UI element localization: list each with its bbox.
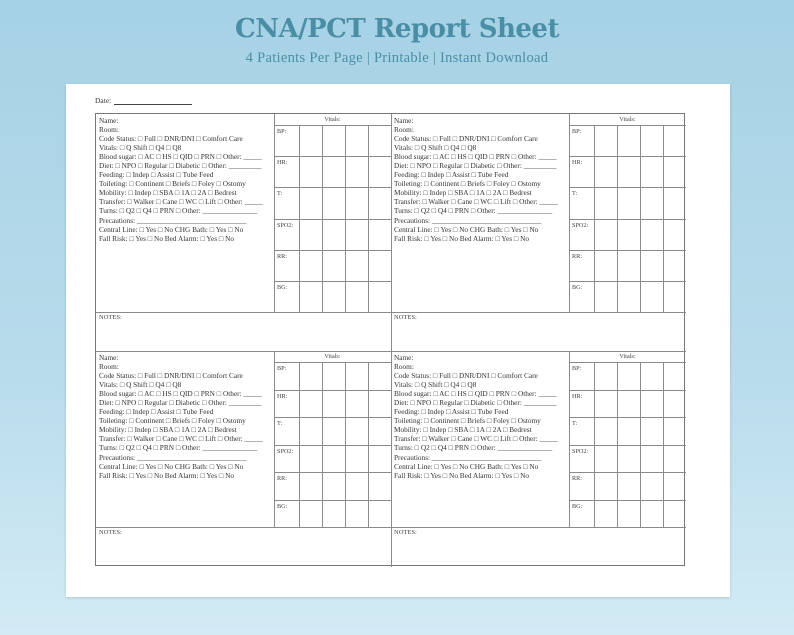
vitals-column-line [594, 362, 595, 527]
form-line[interactable]: Code Status: □ Full □ DNR/DNI □ Comfort Care [394, 134, 538, 144]
vitals-entry-cell[interactable] [594, 445, 617, 473]
vitals-entry-cell[interactable] [345, 417, 368, 445]
vitals-entry-cell[interactable] [617, 156, 640, 187]
vitals-header: Vitals: [619, 353, 636, 360]
form-line[interactable]: Toileting: □ Continent □ Briefs □ Foley □ Ostomy [394, 179, 541, 189]
vitals-row-label: RR: [277, 252, 287, 260]
vitals-row-label: HR: [277, 159, 288, 167]
notes-field[interactable] [391, 537, 686, 566]
vitals-column-line [663, 362, 664, 527]
form-line[interactable]: Fall Risk: □ Yes □ No Bed Alarm: □ Yes □ No [394, 233, 530, 243]
vitals-entry-cell[interactable] [322, 390, 345, 418]
vitals-column-line [617, 125, 618, 312]
vitals-row-label: BP: [277, 128, 287, 135]
vitals-entry-cell[interactable] [663, 417, 686, 445]
vitals-row-label: RR: [277, 475, 287, 482]
form-line[interactable]: Turns: □ Q2 □ Q4 □ PRN □ Other: _______________ [394, 443, 553, 453]
vitals-entry-cell[interactable] [640, 390, 663, 418]
vitals-column-line [617, 362, 618, 527]
vitals-entry-cell[interactable] [663, 250, 686, 281]
vitals-entry-cell[interactable] [299, 500, 322, 528]
form-line[interactable]: Feeding: □ Indep □ Assist □ Tube Feed [99, 407, 214, 417]
vitals-entry-cell[interactable] [594, 390, 617, 418]
vitals-row-label: HR: [572, 392, 583, 400]
vitals-row-label: BP: [572, 128, 582, 135]
vitals-entry-cell[interactable] [322, 445, 345, 473]
vitals-entry-cell[interactable] [322, 156, 345, 187]
form-line[interactable]: Room: [99, 362, 119, 372]
vitals-row-label: SPO2: [277, 221, 294, 229]
vitals-entry-cell[interactable] [368, 156, 391, 187]
vitals-entry-cell[interactable] [299, 472, 322, 500]
vitals-entry-cell[interactable] [368, 390, 391, 418]
form-line[interactable]: Room: [394, 362, 414, 372]
vitals-entry-cell[interactable] [617, 281, 640, 312]
vitals-entry-cell[interactable] [345, 250, 368, 281]
vitals-entry-cell[interactable] [322, 281, 345, 312]
form-line[interactable]: Mobility: □ Indep □ SBA □ 1A □ 2A □ Bedrest [99, 425, 237, 435]
vitals-row-label: BP: [572, 365, 582, 372]
vitals-entry-cell[interactable] [322, 187, 345, 218]
form-line[interactable]: Precautions: ______________________________ [394, 215, 542, 225]
form-line[interactable]: Diet: □ NPO □ Regular □ Diabetic □ Other: _________ [99, 161, 262, 171]
form-line[interactable]: Central Line: □ Yes □ No CHG Bath: □ Yes □ No [99, 461, 244, 471]
vitals-entry-cell[interactable] [640, 472, 663, 500]
vitals-entry-cell[interactable] [322, 417, 345, 445]
page-title: CNA/PCT Report Sheet [235, 14, 559, 44]
form-line[interactable]: Feeding: □ Indep □ Assist □ Tube Feed [394, 407, 509, 417]
form-line[interactable]: Transfer: □ Walker □ Cane □ WC □ Lift □ Other: _____ [99, 434, 263, 444]
form-line[interactable]: Diet: □ NPO □ Regular □ Diabetic □ Other: _________ [99, 398, 262, 408]
vitals-entry-cell[interactable] [640, 125, 663, 156]
vitals-column-line [299, 125, 300, 312]
vitals-entry-cell[interactable] [368, 281, 391, 312]
vitals-entry-cell[interactable] [640, 250, 663, 281]
vitals-column-line [322, 125, 323, 312]
vitals-entry-cell[interactable] [594, 250, 617, 281]
vitals-entry-cell[interactable] [345, 156, 368, 187]
notes-field[interactable] [96, 322, 391, 351]
vitals-entry-cell[interactable] [640, 500, 663, 528]
vitals-entry-cell[interactable] [663, 390, 686, 418]
vitals-entry-cell[interactable] [663, 362, 686, 390]
vitals-row-label: BG: [572, 283, 583, 291]
patient-card-3 [96, 351, 391, 566]
vitals-entry-cell[interactable] [663, 445, 686, 473]
vitals-column-line [663, 125, 664, 312]
notes-divider [391, 527, 686, 528]
notes-divider [96, 527, 391, 528]
vitals-entry-cell[interactable] [345, 472, 368, 500]
vitals-entry-cell[interactable] [345, 125, 368, 156]
vitals-entry-cell[interactable] [617, 445, 640, 473]
vitals-entry-cell[interactable] [368, 445, 391, 473]
form-line[interactable]: Vitals: □ Q Shift □ Q4 □ Q8 [394, 143, 477, 153]
form-line[interactable]: Code Status: □ Full □ DNR/DNI □ Comfort Care [394, 371, 538, 381]
form-line[interactable]: Diet: □ NPO □ Regular □ Diabetic □ Other: _________ [394, 398, 557, 408]
notes-divider [96, 312, 391, 313]
notes-label: NOTES: [394, 314, 417, 321]
form-line[interactable]: Blood sugar: □ AC □ HS □ QID □ PRN □ Other: _____ [394, 389, 557, 399]
vitals-entry-cell[interactable] [640, 362, 663, 390]
vitals-row-label: HR: [572, 159, 583, 167]
vitals-entry-cell[interactable] [594, 187, 617, 218]
vitals-border [274, 351, 275, 527]
form-line[interactable]: Fall Risk: □ Yes □ No Bed Alarm: □ Yes □ No [394, 470, 530, 480]
vitals-entry-cell[interactable] [368, 125, 391, 156]
vitals-entry-cell[interactable] [345, 281, 368, 312]
vitals-entry-cell[interactable] [663, 472, 686, 500]
vitals-entry-cell[interactable] [345, 445, 368, 473]
vitals-entry-cell[interactable] [322, 219, 345, 250]
vitals-row-label: SPO2: [572, 221, 589, 229]
form-line[interactable]: Fall Risk: □ Yes □ No Bed Alarm: □ Yes □ No [99, 470, 235, 480]
vitals-entry-cell[interactable] [345, 219, 368, 250]
vitals-column-line [640, 362, 641, 527]
patient-card-4 [391, 351, 686, 566]
vitals-entry-cell[interactable] [617, 472, 640, 500]
form-line[interactable]: Central Line: □ Yes □ No CHG Bath: □ Yes □ No [394, 224, 539, 234]
vitals-header: Vitals: [324, 353, 341, 360]
vitals-entry-cell[interactable] [617, 500, 640, 528]
form-line[interactable]: Precautions: ______________________________ [394, 452, 542, 462]
form-line[interactable]: Diet: □ NPO □ Regular □ Diabetic □ Other: _________ [394, 161, 557, 171]
vitals-entry-cell[interactable] [594, 362, 617, 390]
vitals-row-label: RR: [572, 252, 582, 260]
form-line[interactable]: Mobility: □ Indep □ SBA □ 1A □ 2A □ Bedrest [99, 188, 237, 198]
form-line[interactable]: Code Status: □ Full □ DNR/DNI □ Comfort Care [99, 371, 243, 381]
vitals-row-label: BG: [572, 502, 583, 510]
vitals-entry-cell[interactable] [299, 281, 322, 312]
form-line[interactable]: Name: [99, 353, 119, 362]
vitals-entry-cell[interactable] [299, 125, 322, 156]
vitals-column-line [345, 125, 346, 312]
vitals-entry-cell[interactable] [368, 250, 391, 281]
vitals-row-label: T: [277, 420, 283, 427]
vitals-entry-cell[interactable] [594, 156, 617, 187]
notes-label: NOTES: [99, 529, 122, 536]
vitals-row-label: T: [572, 190, 578, 198]
vitals-entry-cell[interactable] [594, 219, 617, 250]
form-line[interactable]: Mobility: □ Indep □ SBA □ 1A □ 2A □ Bedrest [394, 188, 532, 198]
form-line[interactable]: Mobility: □ Indep □ SBA □ 1A □ 2A □ Bedrest [394, 425, 532, 435]
form-line[interactable]: Fall Risk: □ Yes □ No Bed Alarm: □ Yes □ No [99, 233, 235, 243]
form-line[interactable]: Transfer: □ Walker □ Cane □ WC □ Lift □ Other: _____ [99, 197, 263, 207]
form-line[interactable]: Central Line: □ Yes □ No CHG Bath: □ Yes □ No [394, 461, 539, 471]
form-line[interactable]: Feeding: □ Indep □ Assist □ Tube Feed [99, 170, 214, 180]
notes-divider [391, 312, 686, 313]
vitals-row-label: SPO2: [572, 447, 589, 455]
vitals-entry-cell[interactable] [663, 125, 686, 156]
form-line[interactable]: Transfer: □ Walker □ Cane □ WC □ Lift □ Other: _____ [394, 434, 558, 444]
vitals-column-line [322, 362, 323, 527]
vitals-entry-cell[interactable] [663, 500, 686, 528]
form-line[interactable]: Toileting: □ Continent □ Briefs □ Foley □ Ostomy [394, 416, 541, 426]
form-line[interactable]: Precautions: ______________________________ [99, 215, 247, 225]
vitals-entry-cell[interactable] [322, 362, 345, 390]
form-line[interactable]: Vitals: □ Q Shift □ Q4 □ Q8 [394, 380, 477, 390]
vitals-entry-cell[interactable] [299, 187, 322, 218]
vitals-entry-cell[interactable] [663, 219, 686, 250]
vitals-column-line [368, 362, 369, 527]
date-label: Date: [95, 96, 112, 105]
form-line[interactable]: Vitals: □ Q Shift □ Q4 □ Q8 [99, 380, 182, 390]
vitals-entry-cell[interactable] [368, 187, 391, 218]
form-line[interactable]: Blood sugar: □ AC □ HS □ QID □ PRN □ Other: _____ [394, 152, 557, 162]
patient-grid [95, 113, 685, 566]
page-subtitle: 4 Patients Per Page | Printable | Instant Download [245, 50, 549, 66]
notes-label: NOTES: [394, 529, 417, 536]
date-line [114, 97, 192, 105]
vitals-header: Vitals: [324, 116, 341, 123]
vitals-entry-cell[interactable] [345, 362, 368, 390]
vitals-entry-cell[interactable] [299, 445, 322, 473]
form-line[interactable]: Toileting: □ Continent □ Briefs □ Foley □ Ostomy [99, 416, 246, 426]
vitals-entry-cell[interactable] [368, 417, 391, 445]
form-line[interactable]: Precautions: ______________________________ [99, 452, 247, 462]
vitals-entry-cell[interactable] [299, 417, 322, 445]
patient-info-form[interactable] [394, 353, 558, 480]
report-sheet-page [66, 84, 730, 597]
vitals-entry-cell[interactable] [617, 219, 640, 250]
notes-field[interactable] [96, 537, 391, 566]
notes-field[interactable] [391, 322, 686, 351]
form-line[interactable]: Blood sugar: □ AC □ HS □ QID □ PRN □ Other: _____ [99, 389, 262, 399]
vitals-entry-cell[interactable] [663, 156, 686, 187]
vitals-entry-cell[interactable] [299, 156, 322, 187]
vitals-row-label: T: [572, 420, 578, 427]
form-line[interactable]: Turns: □ Q2 □ Q4 □ PRN □ Other: _______________ [99, 443, 258, 453]
vitals-column-line [299, 362, 300, 527]
vitals-row-label: BP: [277, 365, 287, 372]
vitals-entry-cell[interactable] [617, 362, 640, 390]
vitals-column-line [640, 125, 641, 312]
notes-label: NOTES: [99, 314, 122, 321]
vitals-entry-cell[interactable] [345, 500, 368, 528]
vitals-entry-cell[interactable] [299, 250, 322, 281]
form-line[interactable]: Vitals: □ Q Shift □ Q4 □ Q8 [99, 143, 182, 153]
vitals-entry-cell[interactable] [617, 187, 640, 218]
vitals-row-label: HR: [277, 392, 288, 400]
date-field[interactable] [95, 96, 192, 105]
vitals-column-line [368, 125, 369, 312]
vitals-entry-cell[interactable] [640, 417, 663, 445]
vitals-column-line [594, 125, 595, 312]
vitals-row-label: BG: [277, 283, 288, 291]
patient-card-2 [391, 114, 686, 351]
patient-info-form[interactable] [394, 116, 558, 243]
vitals-entry-cell[interactable] [299, 390, 322, 418]
form-line[interactable]: Name: [394, 353, 414, 362]
vitals-entry-cell[interactable] [322, 125, 345, 156]
vitals-entry-cell[interactable] [640, 445, 663, 473]
vitals-row-label: SPO2: [277, 447, 294, 455]
vitals-entry-cell[interactable] [617, 417, 640, 445]
patient-card-1 [96, 114, 391, 351]
vitals-entry-cell[interactable] [640, 219, 663, 250]
form-line[interactable]: Turns: □ Q2 □ Q4 □ PRN □ Other: _______________ [99, 206, 258, 216]
vitals-entry-cell[interactable] [368, 500, 391, 528]
vitals-entry-cell[interactable] [594, 417, 617, 445]
form-line[interactable]: Turns: □ Q2 □ Q4 □ PRN □ Other: _______________ [394, 206, 553, 216]
vitals-entry-cell[interactable] [322, 500, 345, 528]
vitals-entry-cell[interactable] [368, 472, 391, 500]
vitals-entry-cell[interactable] [368, 362, 391, 390]
vitals-row-label: T: [277, 190, 283, 198]
patient-info-form[interactable] [99, 353, 263, 480]
vitals-entry-cell[interactable] [594, 281, 617, 312]
vitals-entry-cell[interactable] [640, 281, 663, 312]
form-line[interactable]: Toileting: □ Continent □ Briefs □ Foley □ Ostomy [99, 179, 246, 189]
form-line[interactable]: Transfer: □ Walker □ Cane □ WC □ Lift □ Other: _____ [394, 197, 558, 207]
patient-info-form[interactable] [99, 116, 263, 243]
form-line[interactable]: Blood sugar: □ AC □ HS □ QID □ PRN □ Other: _____ [99, 152, 262, 162]
vitals-entry-cell[interactable] [594, 472, 617, 500]
form-line[interactable]: Code Status: □ Full □ DNR/DNI □ Comfort Care [99, 134, 243, 144]
vitals-border [274, 114, 275, 312]
vitals-entry-cell[interactable] [617, 125, 640, 156]
vitals-border [569, 351, 570, 527]
vitals-row-label: RR: [572, 475, 582, 482]
vitals-entry-cell[interactable] [594, 125, 617, 156]
vitals-entry-cell[interactable] [299, 362, 322, 390]
form-line[interactable]: Room: [99, 125, 119, 135]
form-line[interactable]: Name: [394, 116, 414, 125]
vitals-row-label: BG: [277, 502, 288, 510]
vitals-entry-cell[interactable] [617, 390, 640, 418]
column-divider [391, 114, 392, 567]
vitals-entry-cell[interactable] [345, 390, 368, 418]
form-line[interactable]: Central Line: □ Yes □ No CHG Bath: □ Yes □ No [99, 224, 244, 234]
vitals-entry-cell[interactable] [640, 156, 663, 187]
vitals-column-line [345, 362, 346, 527]
vitals-entry-cell[interactable] [617, 250, 640, 281]
vitals-entry-cell[interactable] [368, 219, 391, 250]
vitals-entry-cell[interactable] [345, 187, 368, 218]
vitals-entry-cell[interactable] [663, 281, 686, 312]
form-line[interactable]: Feeding: □ Indep □ Assist □ Tube Feed [394, 170, 509, 180]
vitals-entry-cell[interactable] [594, 500, 617, 528]
form-line[interactable]: Room: [394, 125, 414, 135]
vitals-entry-cell[interactable] [640, 187, 663, 218]
vitals-entry-cell[interactable] [322, 250, 345, 281]
vitals-border [569, 114, 570, 312]
vitals-header: Vitals: [619, 116, 636, 123]
vitals-entry-cell[interactable] [663, 187, 686, 218]
vitals-entry-cell[interactable] [299, 219, 322, 250]
vitals-entry-cell[interactable] [322, 472, 345, 500]
form-line[interactable]: Name: [99, 116, 119, 125]
